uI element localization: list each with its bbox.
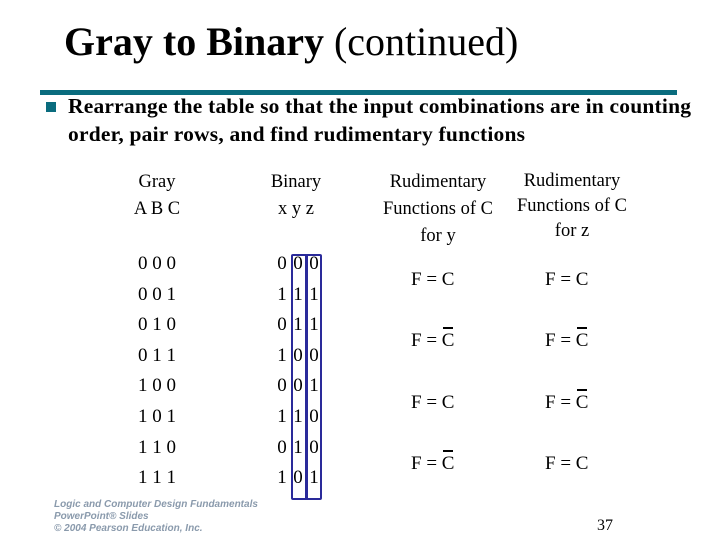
header-rudimentary-z [506,169,638,244]
function-y-cell [411,268,454,292]
binary-z-column-box [305,254,322,500]
function-z-cell [545,391,588,415]
binary-bit: 0 [293,467,303,488]
binary-bit: 1 [277,345,287,366]
function-prefix: F = [411,453,442,474]
function-variable: C [575,269,589,290]
function-y-cell [411,452,454,476]
gray-code-cell: 0 1 0 [138,314,176,335]
header-binary-vars: x y z [278,199,314,219]
header-rudimentary-z-line1: Rudimentary [523,171,621,191]
bullet-square-icon [46,102,56,112]
binary-bit: 1 [293,284,303,305]
binary-bit: 1 [293,406,303,427]
function-y-cell [411,329,454,353]
binary-bit: 1 [293,314,303,335]
complemented-variable: C [575,330,589,351]
binary-bit: 0 [309,345,319,366]
gray-code-cell: 1 0 1 [138,406,176,427]
binary-bit: 1 [309,375,319,396]
header-binary [252,169,340,223]
slide-title-bold: Gray to Binary [64,19,324,64]
slide-title-rest: (continued) [323,19,519,64]
binary-bit: 1 [293,437,303,458]
binary-bit: 0 [277,437,287,458]
function-prefix: F = [545,269,576,290]
publisher-logo-line2: PowerPoint® Slides [54,511,149,522]
bullet-text: Rearrange the table so that the input combinations are in counting order, pair rows, and find rudimentary functions [68,94,692,146]
binary-bit: 1 [277,406,287,427]
header-rudimentary-y-line2: Functions of C [383,199,493,219]
gray-code-cell: 1 1 0 [138,437,176,458]
header-gray [120,169,194,223]
publisher-logo-line3: © 2004 Pearson Education, Inc. [54,523,203,534]
function-y-cell [411,391,454,415]
header-rudimentary-z-line2: Functions of C [517,196,627,216]
page-number: 37 [597,517,613,534]
complemented-variable: C [575,392,589,413]
binary-bit: 0 [277,314,287,335]
binary-bit: 1 [309,314,319,335]
function-prefix: F = [545,453,576,474]
binary-bit: 0 [309,253,319,274]
header-gray-label: Gray [138,172,176,192]
binary-bit: 0 [293,375,303,396]
function-prefix: F = [545,330,576,351]
gray-code-cell: 0 1 1 [138,345,176,366]
binary-bit: 0 [293,253,303,274]
binary-bit: 1 [277,284,287,305]
function-variable: C [441,269,455,290]
function-variable: C [575,453,589,474]
binary-bit: 0 [309,406,319,427]
publisher-logo-line1: Logic and Computer Design Fundamentals [54,499,258,510]
header-gray-vars: A B C [133,199,181,219]
header-rudimentary-y [368,169,508,250]
gray-code-cell: 1 1 1 [138,467,176,488]
function-prefix: F = [411,269,442,290]
complemented-variable: C [441,453,455,474]
binary-bit: 1 [309,467,319,488]
function-variable: C [441,392,455,413]
binary-bit: 0 [309,437,319,458]
header-binary-label: Binary [270,172,322,192]
gray-code-cell: 0 0 0 [138,253,176,274]
function-prefix: F = [411,392,442,413]
binary-bit: 0 [277,253,287,274]
complemented-variable: C [441,330,455,351]
binary-bit: 0 [277,375,287,396]
function-prefix: F = [545,392,576,413]
binary-bit: 1 [277,467,287,488]
header-rudimentary-z-line3: for z [554,221,590,241]
slide-title [64,14,518,70]
binary-bit: 0 [293,345,303,366]
gray-code-cell: 0 0 1 [138,284,176,305]
function-z-cell [545,268,588,292]
function-z-cell [545,452,588,476]
binary-bit: 1 [309,284,319,305]
gray-code-cell: 1 0 0 [138,375,176,396]
header-rudimentary-y-line3: for y [420,226,456,246]
function-prefix: F = [411,330,442,351]
header-rudimentary-y-line1: Rudimentary [389,172,487,192]
function-z-cell [545,329,588,353]
publisher-logo [54,499,274,535]
